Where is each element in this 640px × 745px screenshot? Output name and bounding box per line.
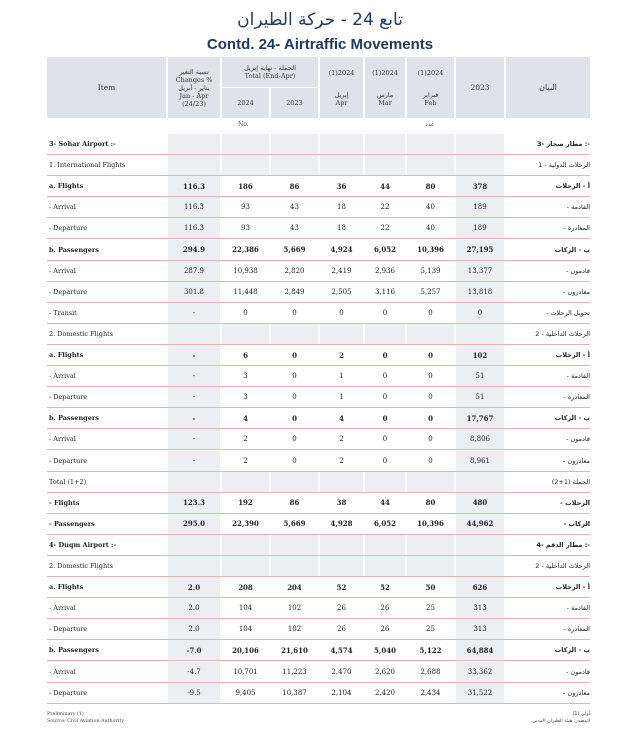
unit-en: No. bbox=[238, 121, 249, 128]
value-cell: 8,806 bbox=[456, 429, 504, 449]
table-row bbox=[47, 619, 590, 640]
value-cell: 11,448 bbox=[233, 287, 258, 296]
value-cell: 3 bbox=[243, 372, 248, 381]
row-label: - Departure bbox=[49, 224, 88, 233]
row-label: 2. Domestic Flights bbox=[49, 562, 114, 571]
value-cell bbox=[456, 155, 504, 175]
value-cell: 116.3 bbox=[168, 176, 220, 196]
value-cell: 2,820 bbox=[284, 266, 305, 275]
value-cell: 51 bbox=[456, 387, 504, 407]
value-cell: 1 bbox=[339, 393, 344, 402]
row-label: - Transit bbox=[49, 308, 77, 317]
table-row bbox=[47, 197, 590, 218]
value-cell: 40 bbox=[426, 203, 435, 212]
table-row bbox=[47, 134, 590, 155]
value-cell: 2 bbox=[243, 435, 248, 444]
value-cell: 36 bbox=[336, 181, 347, 191]
value-cell: 2,470 bbox=[331, 667, 352, 676]
table-row bbox=[47, 303, 590, 324]
value-cell bbox=[365, 556, 405, 576]
value-cell: 104 bbox=[238, 604, 253, 613]
value-cell: 189 bbox=[456, 197, 504, 217]
row-label-ar: - مغادرون bbox=[563, 688, 590, 697]
row-label: b. Passengers bbox=[49, 414, 99, 423]
value-cell: 26 bbox=[337, 625, 346, 634]
value-cell: 5,257 bbox=[420, 287, 441, 296]
value-cell: 0 bbox=[428, 393, 433, 402]
row-label: - Arrival bbox=[49, 604, 76, 613]
table-row bbox=[47, 683, 590, 704]
row-label-ar: - القادمة bbox=[566, 604, 590, 613]
value-cell: 0 bbox=[428, 372, 433, 381]
value-cell bbox=[168, 535, 220, 555]
value-cell bbox=[456, 324, 504, 344]
value-cell bbox=[365, 155, 405, 175]
value-cell: 93 bbox=[241, 224, 250, 233]
value-cell: - bbox=[168, 451, 220, 471]
value-cell bbox=[222, 324, 269, 344]
value-cell: - bbox=[168, 303, 220, 323]
table-row bbox=[47, 535, 590, 556]
title-english: Contd. 24- Airtraffic Movements bbox=[206, 36, 434, 53]
row-label-ar: 2 - الرحلات الداخلية bbox=[535, 562, 590, 571]
value-cell: 50 bbox=[425, 582, 436, 592]
value-cell bbox=[365, 535, 405, 555]
header-feb: (1)2024 فبراير Feb bbox=[407, 57, 454, 118]
value-cell: 287.9 bbox=[168, 261, 220, 281]
value-cell: 123.3 bbox=[168, 493, 220, 513]
value-cell: 2,419 bbox=[331, 266, 352, 275]
value-cell: 20,106 bbox=[232, 645, 259, 655]
value-cell: 3 bbox=[243, 393, 248, 402]
value-cell: 10,396 bbox=[417, 245, 444, 255]
row-label-ar: - مغادرون bbox=[563, 287, 590, 296]
value-cell: 22 bbox=[380, 224, 390, 233]
header-description-ar: البيان bbox=[506, 57, 590, 118]
value-cell: 43 bbox=[290, 224, 299, 233]
value-cell: -9.5 bbox=[168, 683, 220, 703]
value-cell bbox=[222, 134, 269, 154]
value-cell: 480 bbox=[456, 493, 504, 513]
header-apr: (1)2024 إبريل Apr bbox=[320, 57, 363, 118]
row-label-ar: - القادمة bbox=[566, 203, 590, 212]
row-label-ar: 2 - الرحلات الداخلية bbox=[535, 329, 590, 338]
row-label: - Arrival bbox=[49, 667, 76, 676]
value-cell: 86 bbox=[289, 181, 300, 191]
footnote-preliminary-ar: (1) أولي bbox=[572, 712, 590, 717]
value-cell: 10,938 bbox=[233, 266, 258, 275]
value-cell: 44 bbox=[380, 498, 390, 508]
header-total: الجملة - نهاية إبريل Total (End-Apr) bbox=[222, 57, 318, 87]
value-cell: 208 bbox=[238, 582, 253, 592]
value-cell: 0 bbox=[382, 393, 388, 402]
row-label-ar: - تحويل الرحلات bbox=[546, 308, 590, 317]
row-label-ar: الجملة (1+2) bbox=[551, 477, 590, 486]
row-label: 4- Duqm Airport :- bbox=[49, 540, 117, 549]
row-label: - Departure bbox=[49, 456, 88, 465]
value-cell bbox=[456, 134, 504, 154]
table-row bbox=[47, 556, 590, 577]
value-cell: 8,961 bbox=[456, 451, 504, 471]
footnote-source-ar: المصدر: هيئة الطيران المدني bbox=[532, 719, 590, 724]
value-cell: 3,116 bbox=[374, 287, 396, 296]
value-cell bbox=[456, 535, 504, 555]
row-label-ar: أ - الرحلات bbox=[555, 182, 590, 191]
row-label: a. Flights bbox=[49, 583, 84, 592]
header-total-2023: 2023 bbox=[271, 88, 318, 118]
value-cell bbox=[271, 155, 318, 175]
value-cell: 1 bbox=[339, 372, 344, 381]
value-cell: 40 bbox=[426, 224, 435, 233]
value-cell: 102 bbox=[287, 604, 302, 613]
value-cell: 13,818 bbox=[456, 282, 504, 302]
value-cell bbox=[407, 535, 454, 555]
value-cell: 43 bbox=[290, 203, 299, 212]
row-label-ar: - مغادرون bbox=[563, 456, 590, 465]
footnote-source: Source: Civil Aviation Authority bbox=[47, 719, 124, 724]
value-cell: 2,620 bbox=[374, 667, 396, 676]
value-cell bbox=[222, 155, 269, 175]
row-label-ar: - القادمة bbox=[566, 372, 590, 381]
value-cell bbox=[320, 134, 363, 154]
value-cell: 2 bbox=[339, 456, 344, 465]
row-label-ar: أ - الرحلات bbox=[555, 583, 590, 592]
value-cell: 2,434 bbox=[420, 688, 441, 697]
table-row bbox=[47, 261, 590, 282]
header-total-2024: 2024 bbox=[222, 88, 269, 118]
row-label: - Passengers bbox=[49, 519, 95, 528]
value-cell: 2,936 bbox=[374, 266, 396, 275]
row-label-ar: - المغادرة bbox=[563, 393, 590, 402]
row-label: - Departure bbox=[49, 287, 88, 296]
value-cell: 301.8 bbox=[168, 282, 220, 302]
value-cell: 116.3 bbox=[168, 218, 220, 238]
value-cell: 25 bbox=[426, 604, 435, 613]
value-cell: 186 bbox=[238, 181, 253, 191]
header-mar: (1)2024 مارس Mar bbox=[365, 57, 405, 118]
value-cell: 4,574 bbox=[330, 645, 353, 655]
value-cell: 13,377 bbox=[456, 261, 504, 281]
value-cell: 0 bbox=[382, 413, 388, 423]
value-cell bbox=[407, 155, 454, 175]
row-label-ar: - الرحلات bbox=[560, 498, 590, 507]
value-cell bbox=[456, 556, 504, 576]
table-row bbox=[47, 345, 590, 366]
value-cell: -7.0 bbox=[168, 640, 220, 660]
row-label-ar: ب - الركاب bbox=[554, 414, 590, 423]
header-year-2023: 2023 bbox=[456, 57, 504, 118]
value-cell: 9,405 bbox=[235, 688, 256, 697]
value-cell: 2,420 bbox=[374, 688, 396, 697]
table-row bbox=[47, 408, 590, 429]
row-label-ar: - الركاب bbox=[563, 519, 590, 528]
value-cell bbox=[320, 535, 363, 555]
value-cell bbox=[407, 134, 454, 154]
value-cell bbox=[365, 472, 405, 492]
value-cell: 0 bbox=[243, 308, 248, 317]
value-cell bbox=[271, 472, 318, 492]
value-cell: 5,669 bbox=[283, 519, 306, 529]
table-row bbox=[47, 429, 590, 450]
value-cell: 2,849 bbox=[284, 287, 305, 296]
value-cell: 626 bbox=[456, 577, 504, 597]
value-cell: 313 bbox=[456, 598, 504, 618]
row-label-ar: - قادمون bbox=[565, 435, 590, 444]
value-cell: 2.0 bbox=[168, 598, 220, 618]
value-cell: - bbox=[168, 366, 220, 386]
traffic-table bbox=[47, 134, 590, 704]
value-cell: 27,195 bbox=[456, 240, 504, 260]
value-cell: 11,223 bbox=[282, 667, 307, 676]
row-label: b. Passengers bbox=[49, 245, 99, 254]
value-cell bbox=[168, 134, 220, 154]
value-cell: - bbox=[168, 345, 220, 365]
table-row bbox=[47, 176, 590, 197]
row-label: Total (1+2) bbox=[49, 477, 87, 486]
value-cell: 4 bbox=[243, 413, 248, 423]
row-label-ar: - المغادرة bbox=[563, 224, 590, 233]
value-cell: 2 bbox=[339, 435, 344, 444]
value-cell: 4,928 bbox=[330, 519, 353, 529]
value-cell: 93 bbox=[241, 203, 250, 212]
table-row bbox=[47, 155, 590, 176]
value-cell: 17,767 bbox=[456, 408, 504, 428]
value-cell: 25 bbox=[426, 625, 435, 634]
value-cell: 5,669 bbox=[283, 245, 306, 255]
header-change: نسبة التغير Changes % يناير - أبريل Jan - Apr (24/23) bbox=[168, 57, 220, 118]
value-cell: 0 bbox=[456, 303, 504, 323]
value-cell: 0 bbox=[382, 372, 388, 381]
value-cell: 0 bbox=[292, 393, 297, 402]
table-row bbox=[47, 282, 590, 303]
value-cell: 6 bbox=[243, 350, 248, 360]
value-cell: 2 bbox=[243, 456, 248, 465]
table-row bbox=[47, 366, 590, 387]
row-label-ar: 3- مطار صحار :- bbox=[537, 140, 590, 149]
row-label: 2. Domestic Flights bbox=[49, 329, 114, 338]
table-row bbox=[47, 387, 590, 408]
value-cell: 0 bbox=[382, 435, 388, 444]
row-label-ar: - قادمون bbox=[565, 266, 590, 275]
table-row bbox=[47, 598, 590, 619]
value-cell bbox=[320, 324, 363, 344]
value-cell: 0 bbox=[292, 372, 297, 381]
value-cell: 102 bbox=[287, 625, 302, 634]
row-label-ar: ب - الركاب bbox=[554, 646, 590, 655]
value-cell: 104 bbox=[238, 625, 253, 634]
table-row bbox=[47, 640, 590, 661]
value-cell: 295.0 bbox=[168, 514, 220, 534]
value-cell: 0 bbox=[428, 350, 433, 360]
value-cell: 4 bbox=[339, 413, 344, 423]
row-label: - Departure bbox=[49, 625, 88, 634]
value-cell: 52 bbox=[380, 582, 390, 592]
value-cell bbox=[168, 155, 220, 175]
row-label: - Flights bbox=[49, 498, 80, 507]
value-cell bbox=[365, 324, 405, 344]
row-label: a. Flights bbox=[49, 351, 84, 360]
value-cell: 0 bbox=[292, 435, 297, 444]
row-label-ar: 4- مطار الدقم :- bbox=[536, 540, 590, 549]
value-cell: 80 bbox=[425, 498, 436, 508]
row-label: - Departure bbox=[49, 393, 88, 402]
row-label: - Arrival bbox=[49, 435, 76, 444]
table-row bbox=[47, 451, 590, 472]
value-cell: 80 bbox=[425, 181, 436, 191]
value-cell: 26 bbox=[380, 604, 390, 613]
value-cell bbox=[271, 134, 318, 154]
value-cell: 0 bbox=[428, 308, 433, 317]
value-cell: 204 bbox=[287, 582, 302, 592]
value-cell bbox=[320, 472, 363, 492]
value-cell bbox=[168, 472, 220, 492]
value-cell bbox=[222, 472, 269, 492]
value-cell: - bbox=[168, 387, 220, 407]
value-cell: 10,387 bbox=[282, 688, 307, 697]
value-cell: 22,386 bbox=[232, 245, 259, 255]
table-row bbox=[47, 577, 590, 598]
row-label: 3- Sohar Airport :- bbox=[49, 140, 116, 149]
value-cell bbox=[365, 134, 405, 154]
row-label: - Arrival bbox=[49, 203, 76, 212]
value-cell bbox=[168, 556, 220, 576]
value-cell: 0 bbox=[382, 308, 388, 317]
value-cell: 31,522 bbox=[456, 683, 504, 703]
value-cell: 313 bbox=[456, 619, 504, 639]
value-cell bbox=[407, 556, 454, 576]
value-cell: 33,362 bbox=[456, 662, 504, 682]
value-cell: 22 bbox=[380, 203, 390, 212]
unit-ar: عدد bbox=[425, 121, 435, 128]
title-arabic: تابع 24 - حركة الطيران bbox=[237, 10, 403, 30]
value-cell: 5,122 bbox=[419, 645, 442, 655]
row-label-ar: 1 - الرحلات الدولية bbox=[538, 161, 590, 170]
value-cell bbox=[271, 535, 318, 555]
value-cell: 0 bbox=[382, 456, 388, 465]
row-label-ar: - المغادرة bbox=[563, 625, 590, 634]
value-cell: 0 bbox=[382, 350, 388, 360]
row-label: - Departure bbox=[49, 688, 88, 697]
row-label: - Arrival bbox=[49, 266, 76, 275]
value-cell: 0 bbox=[292, 350, 297, 360]
value-cell: 6,052 bbox=[374, 245, 396, 255]
value-cell: 64,884 bbox=[456, 640, 504, 660]
row-label-ar: أ - الرحلات bbox=[555, 351, 590, 360]
value-cell: 44 bbox=[380, 181, 390, 191]
value-cell: 102 bbox=[456, 345, 504, 365]
value-cell: 2 bbox=[339, 350, 344, 360]
value-cell: 2,104 bbox=[331, 688, 352, 697]
value-cell: 18 bbox=[337, 203, 346, 212]
value-cell bbox=[456, 472, 504, 492]
value-cell: 2,688 bbox=[420, 667, 441, 676]
value-cell: 44,962 bbox=[456, 514, 504, 534]
value-cell: 38 bbox=[336, 498, 347, 508]
value-cell: 0 bbox=[339, 308, 344, 317]
table-row bbox=[47, 240, 590, 261]
value-cell: 192 bbox=[238, 498, 253, 508]
value-cell bbox=[407, 472, 454, 492]
value-cell: 189 bbox=[456, 218, 504, 238]
value-cell: 10,701 bbox=[233, 667, 258, 676]
value-cell bbox=[222, 556, 269, 576]
value-cell: 378 bbox=[456, 176, 504, 196]
value-cell: 294.9 bbox=[168, 240, 220, 260]
value-cell: 5,139 bbox=[420, 266, 441, 275]
value-cell: 18 bbox=[337, 224, 346, 233]
value-cell: 2.0 bbox=[168, 577, 220, 597]
row-label: - Arrival bbox=[49, 372, 76, 381]
value-cell bbox=[407, 324, 454, 344]
row-label-ar: ب - الركاب bbox=[554, 245, 590, 254]
value-cell: -4.7 bbox=[168, 662, 220, 682]
header-item: Item bbox=[47, 57, 166, 118]
value-cell bbox=[320, 556, 363, 576]
value-cell: 4,924 bbox=[330, 245, 353, 255]
value-cell: - bbox=[168, 408, 220, 428]
value-cell: 0 bbox=[292, 456, 297, 465]
value-cell: 2,505 bbox=[331, 287, 352, 296]
row-label: a. Flights bbox=[49, 182, 84, 191]
value-cell: 26 bbox=[380, 625, 390, 634]
value-cell: 0 bbox=[428, 435, 433, 444]
value-cell bbox=[320, 155, 363, 175]
value-cell bbox=[222, 535, 269, 555]
footnote-preliminary: Preliminary (1) bbox=[47, 712, 84, 717]
value-cell: 51 bbox=[456, 366, 504, 386]
value-cell: 86 bbox=[289, 498, 300, 508]
table-row bbox=[47, 493, 590, 514]
value-cell: 0 bbox=[428, 413, 433, 423]
table-row bbox=[47, 218, 590, 239]
table-row bbox=[47, 514, 590, 535]
value-cell bbox=[168, 324, 220, 344]
value-cell: 0 bbox=[428, 456, 433, 465]
value-cell: 0 bbox=[292, 308, 297, 317]
value-cell: 0 bbox=[292, 413, 297, 423]
value-cell: 2.0 bbox=[168, 619, 220, 639]
row-label: b. Passengers bbox=[49, 646, 99, 655]
row-label-ar: - قادمون bbox=[565, 667, 590, 676]
value-cell: 10,396 bbox=[417, 519, 444, 529]
value-cell: 116.3 bbox=[168, 197, 220, 217]
table-row bbox=[47, 324, 590, 345]
table-row bbox=[47, 472, 590, 493]
value-cell: 52 bbox=[336, 582, 347, 592]
value-cell: 26 bbox=[337, 604, 346, 613]
value-cell: 5,040 bbox=[374, 645, 396, 655]
value-cell: 21,610 bbox=[281, 645, 308, 655]
value-cell bbox=[271, 324, 318, 344]
value-cell: 6,052 bbox=[374, 519, 396, 529]
value-cell bbox=[271, 556, 318, 576]
value-cell: 22,390 bbox=[232, 519, 259, 529]
value-cell: - bbox=[168, 429, 220, 449]
table-row bbox=[47, 662, 590, 683]
row-label: 1. International Flights bbox=[49, 161, 126, 170]
